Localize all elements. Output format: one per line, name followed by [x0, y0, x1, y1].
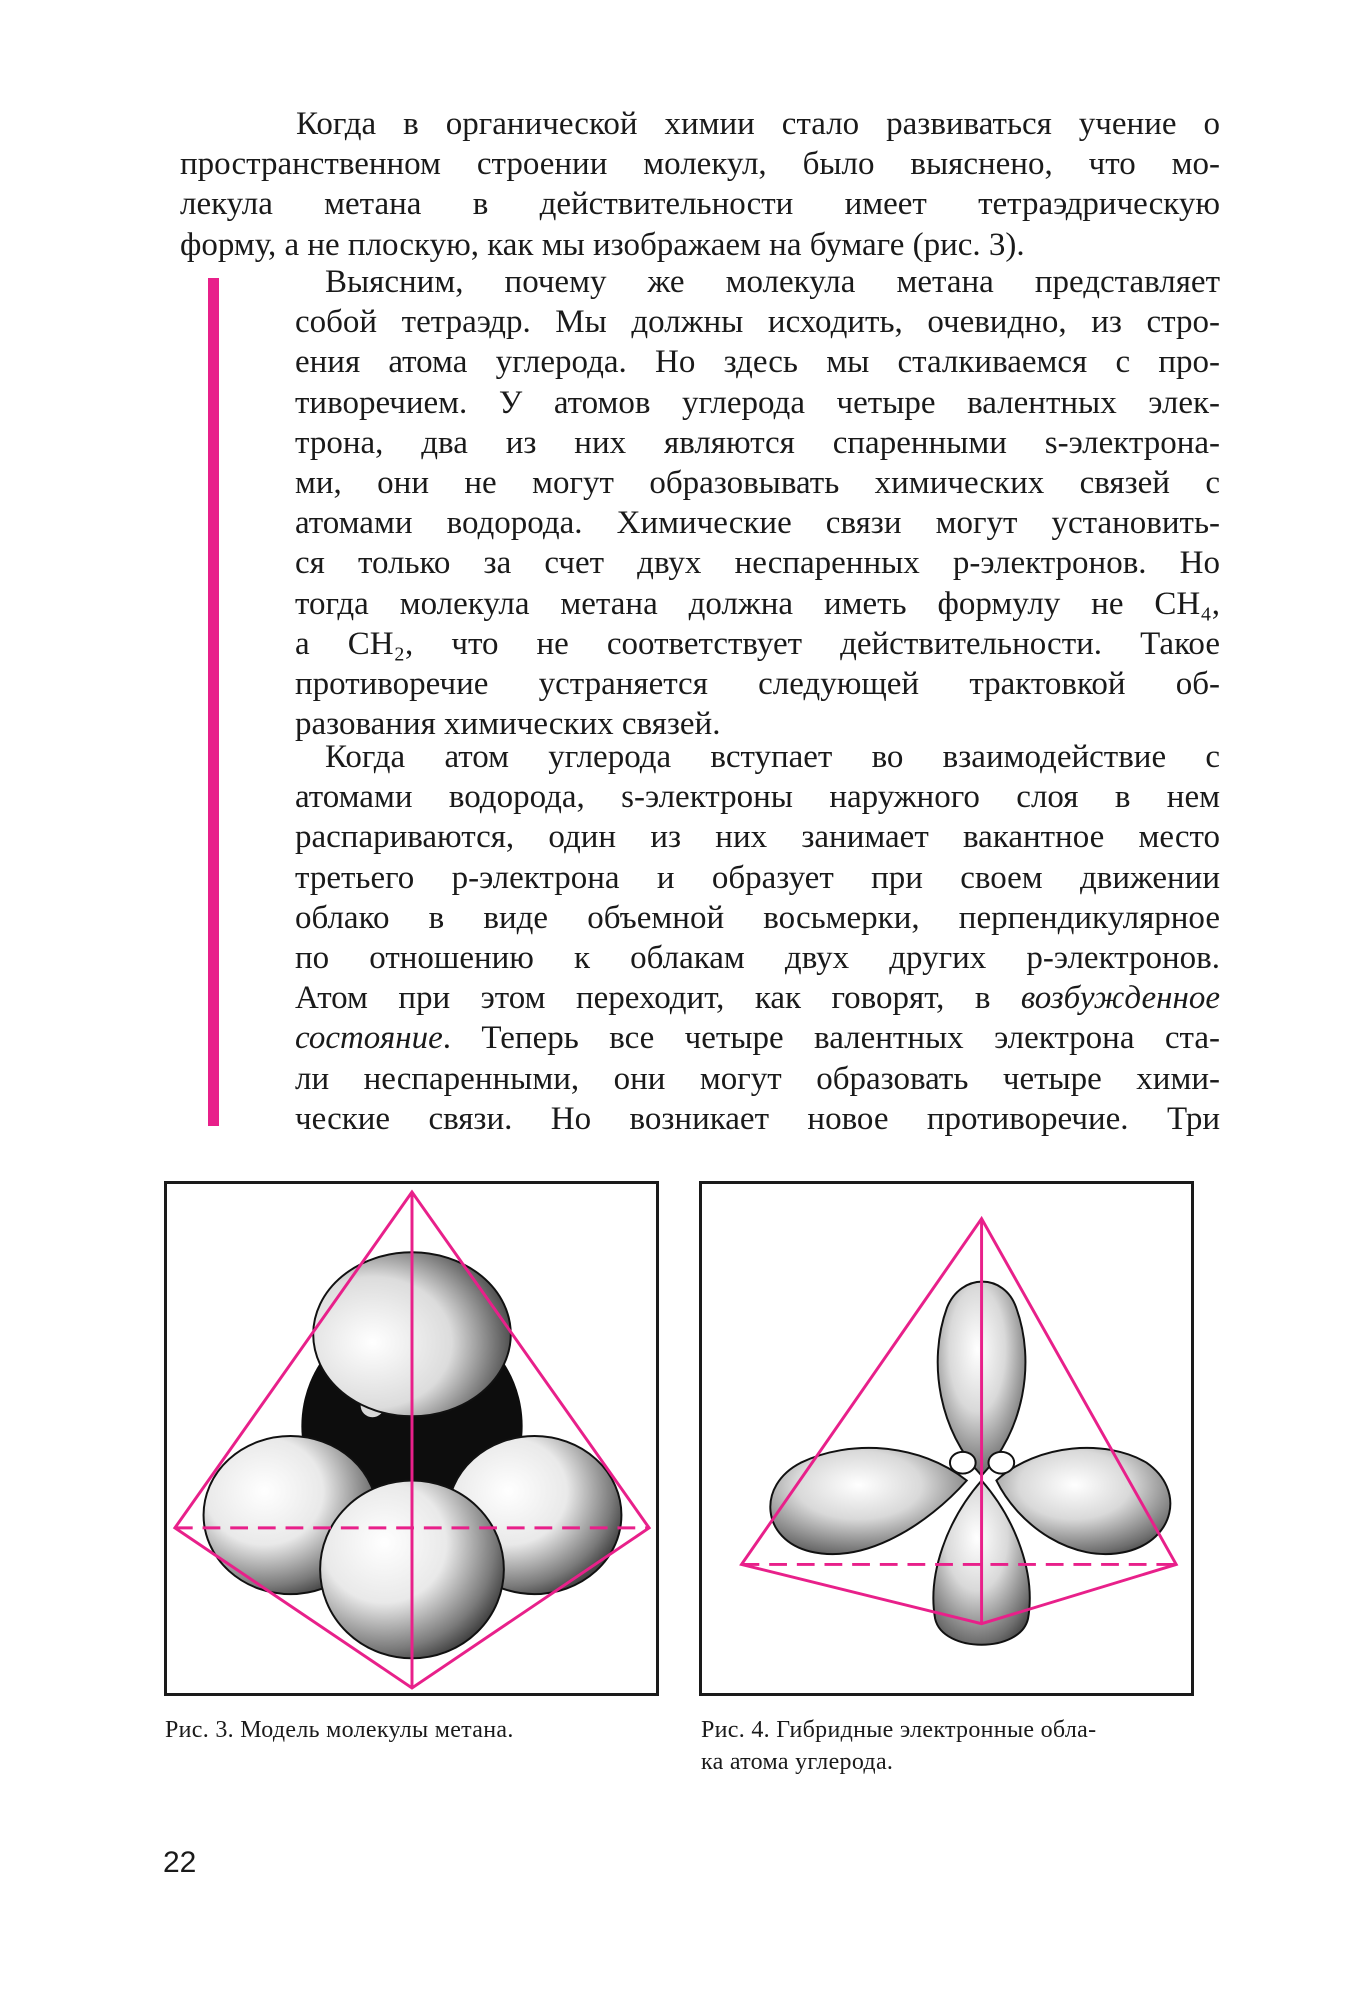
- methane-model-illustration: [167, 1184, 656, 1693]
- text-line: пространственном строении молекул, было выяснено, что мо-: [180, 146, 1220, 183]
- text-line: ения атома углерода. Но здесь мы сталкиваемся с про-: [295, 344, 1220, 381]
- text-line: [295, 1018, 1220, 1058]
- paragraph-2: [295, 262, 1220, 744]
- text-line: трона, два из них являются спаренными s-электрона-: [295, 424, 1220, 461]
- text-run: Атом при этом переходит, как говорят, в: [295, 980, 1021, 1017]
- figure-3-caption: Рис. 3. Модель молекулы метана.: [165, 1717, 514, 1743]
- hybrid-orbitals-illustration: [702, 1184, 1191, 1693]
- text-line: ся только за счет двух неспаренных p-электронов. Но: [295, 545, 1220, 582]
- text-line: ли неспаренными, они могут образовать четыре хими-: [295, 1060, 1220, 1097]
- caption-line: Рис. 4. Гибридные электронные обла-: [701, 1717, 1097, 1743]
- text-line: тиворечием. У атомов углерода четыре валентных элек-: [295, 384, 1220, 421]
- text-line: форму, а не плоскую, как мы изображаем на бумаге (рис. 3).: [180, 226, 1025, 263]
- text-line: распариваются, один из них занимает вакантное место: [295, 819, 1220, 856]
- figure-hybrid-orbitals: [699, 1181, 1194, 1696]
- emphasis-term: состояние: [295, 1020, 443, 1057]
- text-line: лекула метана в действительности имеет тетраэдрическую: [180, 186, 1220, 223]
- text-line: а CH₂, что не соответствует действительности. Такое: [295, 625, 1220, 662]
- text-line: Когда атом углерода вступает во взаимодействие с: [325, 739, 1220, 775]
- text-line: атомами водорода. Химические связи могут установить-: [295, 505, 1220, 542]
- margin-highlight-bar: [208, 278, 219, 1126]
- text-run: . Теперь все четыре валентных электрона ста-: [442, 1020, 1220, 1057]
- text-line: ми, они не могут образовывать химических связей с: [295, 465, 1220, 502]
- text-line: атомами водорода, s-электроны наружного слоя в нем: [295, 779, 1220, 816]
- figure-methane-model: [164, 1181, 659, 1696]
- text-line: [295, 978, 1220, 1018]
- text-line: по отношению к облакам двух других p-электронов.: [295, 940, 1220, 977]
- orbital-lobe-right: [996, 1448, 1170, 1554]
- text-line: тогда молекула метана должна иметь формулу не CH₄,: [295, 585, 1220, 622]
- text-line: разования химических связей.: [295, 706, 721, 743]
- orbital-lobe-left: [770, 1448, 966, 1554]
- text-line: третьего p-электрона и образует при своем движении: [295, 859, 1220, 896]
- text-line: противоречие устраняется следующей трактовкой об-: [295, 666, 1220, 703]
- paragraph-3: [295, 737, 1220, 1139]
- orbital-small-lobe: [988, 1452, 1014, 1474]
- orbital-small-lobe: [950, 1452, 976, 1474]
- text-line: Когда в органической химии стало развиваться учение о: [296, 106, 1220, 142]
- text-line: собой тетраэдр. Мы должны исходить, очевидно, из стро-: [295, 304, 1220, 341]
- text-line: облако в виде объемной восьмерки, перпендикулярное: [295, 899, 1220, 936]
- page-number: 22: [163, 1846, 197, 1879]
- figure-4-caption: [701, 1714, 1221, 1778]
- text-line: ческие связи. Но возникает новое противоречие. Три: [295, 1100, 1220, 1137]
- emphasis-term: возбужденное: [1020, 980, 1220, 1017]
- caption-line: ка атома углерода.: [701, 1749, 894, 1775]
- text-line: Выясним, почему же молекула метана представляет: [325, 264, 1220, 300]
- paragraph-1: [180, 104, 1220, 265]
